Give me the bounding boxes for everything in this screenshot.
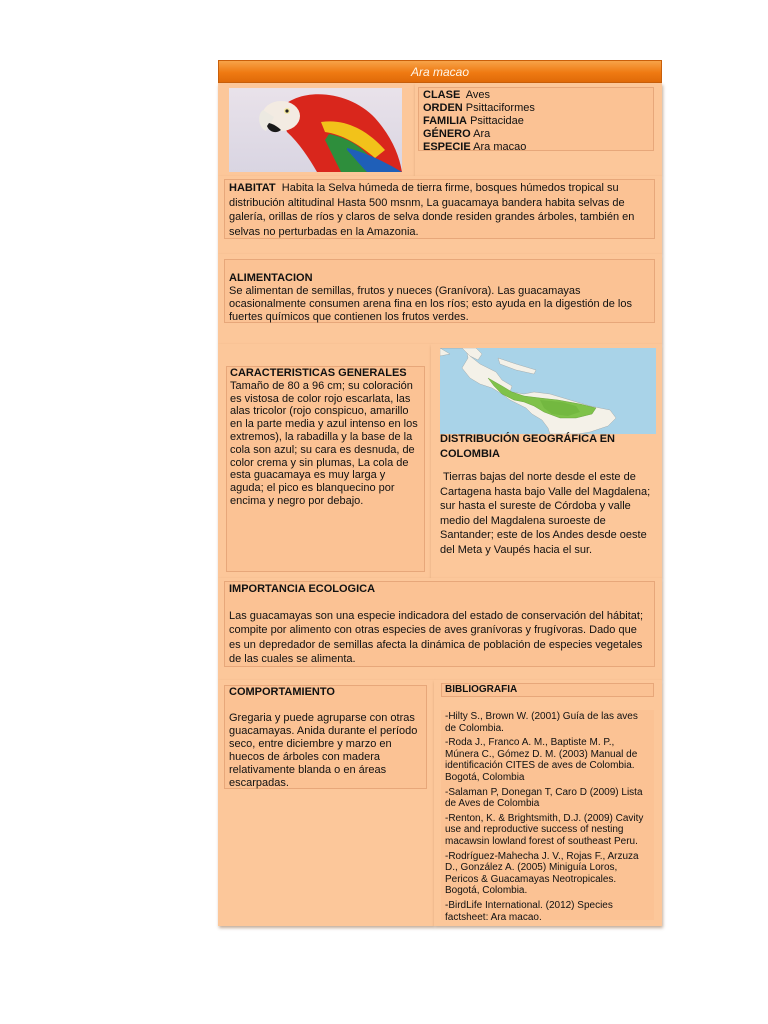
caracteristicas-text: Tamaño de 80 a 96 cm; su coloración es vistosa de color rojo escarlata, las alas tricolor (rojo conspicuo, amarillo en la parte media y azul intenso en los extremos), la rabadilla y la base de la cola son azul; su cara es desnuda, de color crema y sin plumas, La cola de esta guacamaya es muy larga y aguda; el pico es blanquecino por encima y negro por debajo. [230, 379, 418, 507]
taxonomy-panel [415, 83, 662, 176]
comportamiento-heading: COMPORTAMIENTO [229, 686, 335, 698]
taxonomy-orden: ORDEN Psittaciformes [423, 102, 535, 114]
alimentacion-section [224, 259, 655, 323]
taxonomy-clase: CLASE Aves [423, 89, 491, 101]
bibliografia-item: -BirdLife International. (2012) Species factsheet: Ara macao. [445, 899, 613, 923]
caracteristicas-heading: CARACTERISTICAS GENERALES [230, 367, 407, 379]
importancia-text: Las guacamayas son una especie indicadora del estado de conservación del hábitat; compite por alimento con otras especies de aves granívoras y frugívoras. Dado que es un depredador de semillas afecta la dinámica de población de especies vegetales de las cuales se alimenta. [229, 609, 643, 665]
sheet-title: Ara macao [218, 60, 662, 83]
macaw-photo [229, 88, 402, 172]
alimentacion-text: Se alimentan de semillas, frutos y nueces (Granívora). Las guacamayas ocasionalmente consumen arena fina en los ríos; esto ayuda en la digestión de los fuertes químicos que contienen los frutos verdes. [229, 285, 632, 323]
bibliografia-item: -Roda J., Franco A. M., Baptiste M. P., Múnera C., Gómez D. M. (2003) Manual de identificación CITES de aves de Colombia. Bogotá, Colombia [445, 737, 638, 783]
bibliografia-list [441, 710, 654, 923]
bibliografia-item: -Renton, K. & Brightsmith, D.J. (2009) Cavity use and reproductive success of nesting macawsin lowland forest of southeast Peru. [445, 812, 644, 847]
importancia-panel [218, 578, 662, 680]
distribucion-heading: DISTRIBUCIÓN GEOGRÁFICA EN COLOMBIA [440, 433, 615, 460]
taxonomy-especie: ESPECIE Ara macao [423, 141, 527, 153]
habitat-section [224, 179, 655, 239]
habitat-heading: HABITAT [229, 182, 276, 194]
photo-panel [218, 83, 415, 176]
bibliografia-panel [434, 680, 662, 926]
taxonomy-genero: GÉNERO Ara [423, 128, 491, 140]
bibliografia-item: -Rodríguez-Mahecha J. V., Rojas F., Arzuza D., González A. (2005) Miniguía Loros, Pericos & Guacamayas Neotropicales. Bogotá, Colombia. [445, 850, 639, 897]
bibliografia-item: -Hilty S., Brown W. (2001) Guía de las aves de Colombia. [445, 711, 638, 734]
comportamiento-section [224, 685, 427, 789]
alimentacion-heading: ALIMENTACION [229, 272, 313, 284]
comportamiento-text: Gregaria y puede agruparse con otras guacamayas. Anida durante el período seco, entre diciembre y marzo en huecos de árboles con madera relativamente blanda o en áreas escarpadas. [229, 712, 418, 789]
distribucion-text: Tierras bajas del norte desde el este de Cartagena hasta bajo Valle del Magdalena; sur hasta el sureste de Córdoba y valle medio del Magdalena suroeste de Santander; este de los Andes desde oeste del Meta y Vaupés hacia el sur. [440, 471, 651, 556]
alimentacion-panel [218, 254, 662, 344]
comportamiento-panel [218, 680, 434, 926]
importancia-heading: IMPORTANCIA ECOLOGICA [229, 583, 376, 595]
importancia-section [224, 581, 655, 667]
bibliografia-heading: BIBLIOGRAFIA [445, 684, 518, 695]
bibliografia-item: -Salaman P, Donegan T, Caro D (2009) Lista de Aves de Colombia [445, 786, 643, 810]
habitat-text: Habita la Selva húmeda de tierra firme, bosques húmedos tropical su distribución altitudinal Hasta 500 msnm, La guacamaya bandera habita selvas de galería, orillas de ríos y claros de selva donde residen grandes árboles, también en selvas no perturbadas en la Amazonia. [229, 182, 635, 238]
bibliografia-heading-box [441, 683, 654, 697]
distribution-map [440, 348, 656, 434]
species-sheet [218, 60, 662, 926]
distribucion-panel [431, 344, 662, 578]
caracteristicas-panel [218, 344, 431, 578]
caracteristicas-section [226, 366, 425, 572]
habitat-panel [218, 176, 662, 254]
taxonomy-familia: FAMILIA Psittacidae [423, 115, 524, 127]
taxonomy-list [418, 87, 654, 151]
